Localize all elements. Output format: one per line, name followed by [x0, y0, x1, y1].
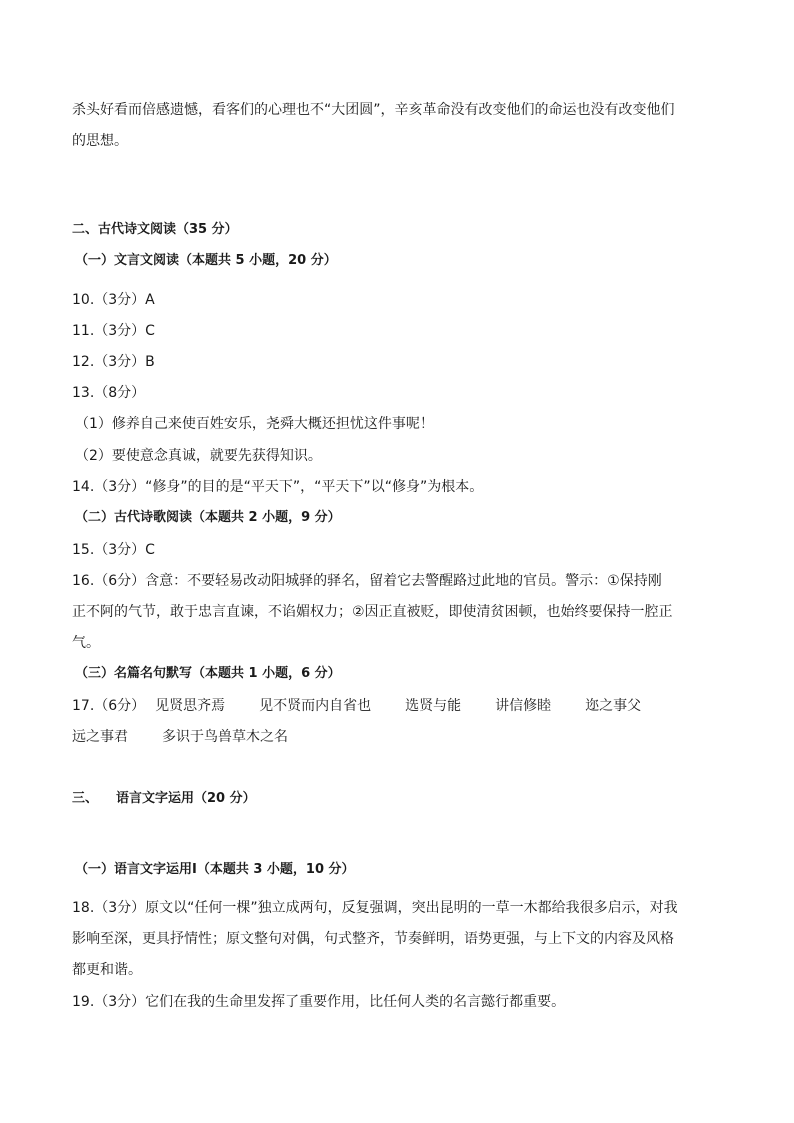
answer-18-line-2: 影响至深，更具抒情性；原文整句对偶，句式整齐，节奏鲜明，语势更强，与上下文的内容及风格: [72, 931, 674, 947]
answer-17-item-6: 远之事君: [72, 729, 128, 745]
answer-13-part-2: （2）要使意念真诚，就要先获得知识。: [75, 448, 322, 464]
answer-15: 15.（3分）C: [72, 542, 155, 558]
answer-17-item-2: 见不贤而内自省也: [259, 698, 372, 714]
section-3-title: [72, 789, 256, 809]
answer-11: 11.（3分）C: [72, 323, 155, 339]
section-3-number: 三、: [72, 791, 99, 806]
answer-19: 19.（3分）它们在我的生命里发挥了重要作用，比任何人类的名言懿行都重要。: [72, 994, 566, 1010]
answer-18-line-3: 都更和谐。: [72, 962, 142, 978]
answer-16-line-1: 16.（6分）含意：不要轻易改动阳城驿的驿名，留着它去警醒路过此地的官员。警示：①保持刚: [72, 573, 662, 589]
section-2-sub-2: （二）古代诗歌阅读（本题共 2 小题，9 分）: [75, 510, 341, 525]
answer-16-line-2: 正不阿的气节，敢于忠言直谏，不谄媚权力；②因正直被贬，即使清贫困顿，也始终要保持一腔正: [72, 604, 673, 620]
answer-17-item-7: 多识于鸟兽草木之名: [162, 729, 288, 745]
answer-17-line-1: [72, 696, 641, 716]
answer-17-label: 17.（6分）: [72, 698, 146, 714]
answer-13-part-1: （1）修养自己来使百姓安乐，尧舜大概还担忧这件事呢！: [75, 416, 434, 432]
answer-17-item-4: 讲信修睦: [495, 698, 552, 714]
section-3-title-text: 语言文字运用（20 分）: [116, 791, 256, 806]
answer-17-item-1: 见贤思齐焉: [155, 698, 226, 714]
answer-16-line-3: 气。: [72, 635, 100, 651]
answer-17-item-3: 选贤与能: [405, 698, 462, 714]
answer-14: 14.（3分）“修身”的目的是“平天下”，“平天下”以“修身”为根本。: [72, 479, 484, 495]
answer-18-line-1: 18.（3分）原文以“任何一棵”独立成两句，反复强调，突出昆明的一草一木都给我很多启示，对我: [72, 900, 678, 916]
intro-line-1: 杀头好看而倍感遗憾，看客们的心理也不“大团圆”，辛亥革命没有改变他们的命运也没有改变他们: [72, 102, 675, 118]
section-2-title: 二、古代诗文阅读（35 分）: [72, 222, 238, 237]
answer-17-item-5: 迩之事父: [585, 698, 642, 714]
section-2-sub-3: （三）名篇名句默写（本题共 1 小题，6 分）: [75, 666, 341, 681]
section-2-sub-1: （一）文言文阅读（本题共 5 小题，20 分）: [75, 253, 337, 268]
answer-12: 12.（3分）B: [72, 354, 155, 370]
intro-line-2: 的思想。: [72, 133, 128, 149]
section-3-sub-1: （一）语言文字运用Ⅰ（本题共 3 小题，10 分）: [75, 862, 355, 877]
answer-10: 10.（3分）A: [72, 292, 155, 308]
answer-17-line-2: [72, 727, 288, 747]
answer-13: 13.（8分）: [72, 385, 146, 401]
